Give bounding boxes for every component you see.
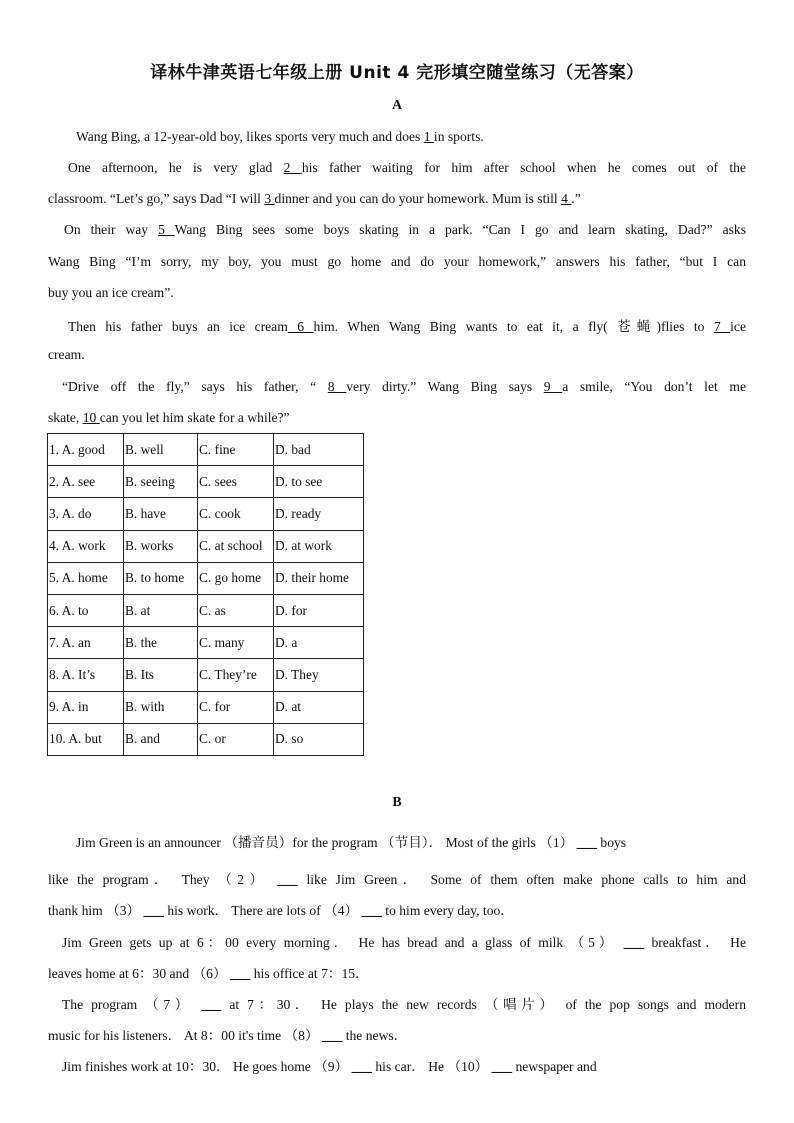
option-cell: B. seeing [124, 466, 198, 498]
option-cell: C. as [198, 594, 274, 626]
option-cell: C. They’re [198, 659, 274, 691]
option-cell: 3. A. do [48, 498, 124, 530]
option-cell: 9. A. in [48, 691, 124, 723]
option-cell: C. for [198, 691, 274, 723]
option-cell: 7. A. an [48, 627, 124, 659]
passage-text: On their way [64, 222, 159, 237]
option-row [48, 562, 364, 594]
options-table [47, 433, 364, 756]
answer-blank: 2 [283, 160, 302, 175]
option-cell: 6. A. to [48, 594, 124, 626]
option-cell: D. for [274, 594, 364, 626]
answer-blank: 8 [327, 379, 347, 394]
option-cell: 8. A. It’s [48, 659, 124, 691]
passage-text: very dirty.” Wang Bing says [346, 379, 544, 394]
answer-blank: 3 [264, 191, 275, 206]
option-row [48, 434, 364, 466]
option-cell: 5. A. home [48, 562, 124, 594]
passage-text: like the program． They （2） [48, 872, 278, 887]
option-cell: 1. A. good [48, 434, 124, 466]
option-row [48, 659, 364, 691]
passage-line [76, 129, 746, 145]
passage-line [62, 931, 746, 951]
option-row [48, 498, 364, 530]
option-cell: B. Its [124, 659, 198, 691]
passage-text: .” [571, 191, 581, 206]
option-cell: D. a [274, 627, 364, 659]
option-row [48, 530, 364, 562]
passage-line [48, 410, 746, 426]
answer-blank: 5 [158, 222, 175, 237]
passage-line [68, 160, 746, 176]
passage-line [48, 347, 746, 363]
passage-line [48, 191, 746, 207]
passage-text: Jim finishes work at 10：30． He goes home （9） [62, 1059, 352, 1074]
answer-blank: ___ [351, 1059, 372, 1074]
passage-text: Wang Bing, a 12-year-old boy, likes sports very much and does [76, 129, 424, 144]
option-cell: B. well [124, 434, 198, 466]
option-cell: C. sees [198, 466, 274, 498]
option-cell: B. at [124, 594, 198, 626]
option-cell: D. to see [274, 466, 364, 498]
passage-line [48, 285, 746, 301]
option-cell: 4. A. work [48, 530, 124, 562]
passage-text: Then his father buys an ice cream [68, 319, 288, 334]
passage-line [48, 254, 746, 270]
passage-text: Jim Green gets up at 6：00 every morning． He has bread and a glass of milk （5） [62, 935, 624, 950]
passage-text: his car． He （10） [371, 1059, 492, 1074]
passage-line [62, 1055, 746, 1075]
answer-blank: 9 [543, 379, 563, 394]
passage-text: boys [597, 835, 627, 850]
answer-blank: ___ [143, 903, 164, 918]
option-cell: D. ready [274, 498, 364, 530]
answer-blank: 7 [713, 319, 731, 334]
passage-line [68, 315, 746, 335]
answer-blank: ___ [623, 935, 645, 950]
option-cell: D. at [274, 691, 364, 723]
option-cell: B. have [124, 498, 198, 530]
passage-text: dinner and you can do your homework. Mum is still [274, 191, 562, 206]
option-cell: C. many [198, 627, 274, 659]
answer-blank: 1 [423, 129, 434, 144]
passage-line [76, 831, 746, 851]
passage-text: leaves home at 6：30 and （6） [48, 966, 230, 981]
answer-blank: ___ [491, 1059, 513, 1074]
option-cell: B. with [124, 691, 198, 723]
passage-text: “Drive off the fly,” says his father, “ [62, 379, 328, 394]
option-cell: 10. A. but [48, 723, 124, 755]
passage-text: buy you an ice cream”. [48, 285, 174, 300]
passage-text: cream. [48, 347, 85, 362]
passage-text: the news． [342, 1028, 408, 1043]
passage-line [62, 379, 746, 395]
passage-text: music for his listeners． At 8：00 it's time （8） [48, 1028, 322, 1043]
option-row [48, 691, 364, 723]
option-cell: C. cook [198, 498, 274, 530]
answer-blank: 6 [287, 319, 314, 334]
option-cell: C. or [198, 723, 274, 755]
answer-blank: ___ [361, 903, 382, 918]
passage-text: The program （7） [62, 997, 201, 1012]
option-cell: D. their home [274, 562, 364, 594]
option-row [48, 627, 364, 659]
answer-blank: ___ [229, 966, 251, 981]
passage-text: skate, [48, 410, 83, 425]
section-b-heading: B [392, 795, 402, 810]
passage-text: him. When Wang Bing wants to eat it, a fly( 苍蝇)flies to [313, 319, 714, 334]
option-row [48, 594, 364, 626]
option-cell: C. at school [198, 530, 274, 562]
passage-text: breakfast． He [644, 935, 746, 950]
option-cell: B. the [124, 627, 198, 659]
passage-text: ice [730, 319, 747, 334]
answer-blank: ___ [576, 835, 598, 850]
option-row [48, 466, 364, 498]
option-cell: B. and [124, 723, 198, 755]
passage-text: in sports. [433, 129, 484, 144]
section-a-heading: A [391, 98, 403, 113]
option-cell: D. They [274, 659, 364, 691]
passage-line [48, 1024, 746, 1044]
answer-blank: ___ [321, 1028, 343, 1043]
option-cell: D. at work [274, 530, 364, 562]
option-cell: B. to home [124, 562, 198, 594]
passage-text: thank him （3） [48, 903, 144, 918]
option-cell: C. go home [198, 562, 274, 594]
passage-line [64, 222, 746, 238]
passage-text: his office at 7：15． [250, 966, 369, 981]
answer-blank: 4 [561, 191, 572, 206]
option-cell: D. bad [274, 434, 364, 466]
passage-text: classroom. “Let’s go,” says Dad “I will [48, 191, 265, 206]
passage-text: to him every day, too． [381, 903, 514, 918]
option-row [48, 723, 364, 755]
option-cell: 2. A. see [48, 466, 124, 498]
answer-blank: ___ [200, 997, 222, 1012]
passage-text: Wang Bing “I’m sorry, my boy, you must go home and do your homework,” answers his father, “but I can [48, 254, 746, 269]
passage-text: his father waiting for him after school when he comes out of the [301, 160, 747, 175]
passage-text: his work． There are lots of （4） [163, 903, 362, 918]
passage-text: Jim Green is an announcer （播音员）for the program （节目）． Most of the girls （1） [76, 835, 577, 850]
answer-blank: 10 [82, 410, 100, 425]
passage-line [48, 962, 746, 982]
passage-text: newspaper and [512, 1059, 597, 1074]
passage-line [48, 899, 746, 919]
option-cell: C. fine [198, 434, 274, 466]
passage-text: can you let him skate for a while?” [99, 410, 290, 425]
option-cell: D. so [274, 723, 364, 755]
passage-text: Wang Bing sees some boys skating in a park. “Can I go and learn skating, Dad?” asks [174, 222, 746, 237]
option-cell: B. works [124, 530, 198, 562]
passage-text: at 7：30． He plays the new records （唱片） of the pop songs and modern [221, 997, 746, 1012]
page-title: 译林牛津英语七年级上册 Unit 4 完形填空随堂练习（无答案） [150, 63, 644, 83]
answer-blank: ___ [277, 872, 298, 887]
passage-text: One afternoon, he is very glad [68, 160, 284, 175]
passage-line [62, 993, 746, 1013]
passage-text: like Jim Green． Some of them often make phone calls to him and [297, 872, 746, 887]
passage-line [48, 868, 746, 888]
passage-text: a smile, “You don’t let me [562, 379, 746, 394]
